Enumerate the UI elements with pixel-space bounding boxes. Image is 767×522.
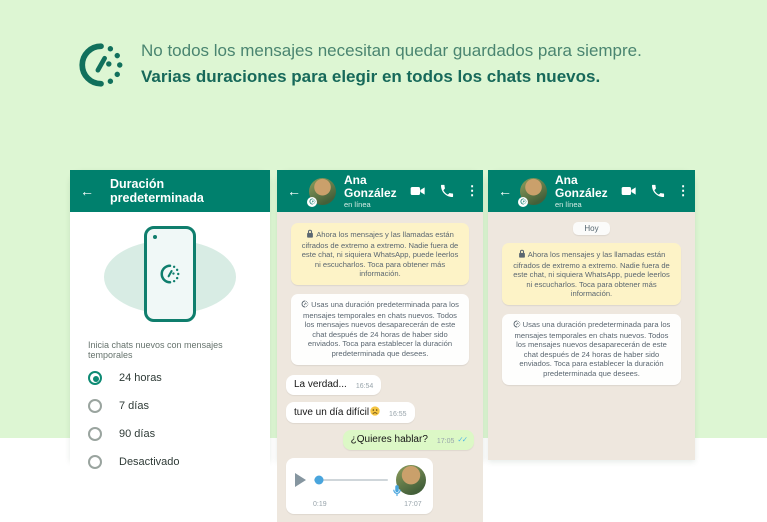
option-label: 24 horas <box>119 372 162 384</box>
encryption-notice-text: Ahora los mensajes y las llamadas están cifrados de extremo a extremo. Nadie fuera de este chat, ni siquiera WhatsApp, puede leerlos ni escucharlos. Toca para obtener más información. <box>301 230 459 279</box>
option-label: 7 días <box>119 400 149 412</box>
timer-icon <box>159 263 181 285</box>
message-text: ¿Quieres hablar? <box>350 433 428 445</box>
chat-screen-with-messages <box>277 170 483 508</box>
radio-selected-icon[interactable] <box>88 371 102 385</box>
radio-option-90-dias[interactable] <box>70 420 270 448</box>
back-icon[interactable]: ← <box>287 183 301 199</box>
sad-face-emoji <box>370 406 380 416</box>
timer-notice-text: Usas una duración predeterminada para los mensajes temporales en chats nuevos. Todos los mensajes nuevos desaparecerán de este chat después de 24 horas de haber sido enviados. Toca para establecer la duración predeterminada que desees. <box>303 299 459 358</box>
timer-notice[interactable] <box>291 294 470 365</box>
outgoing-message <box>343 430 474 450</box>
hero <box>76 38 642 90</box>
video-call-icon[interactable] <box>410 183 426 200</box>
play-icon[interactable] <box>295 473 306 487</box>
chat-header <box>277 170 483 212</box>
contact-name: Ana González <box>344 172 397 200</box>
voice-meta <box>293 501 426 508</box>
timer-icon <box>301 300 309 311</box>
lock-icon <box>306 229 314 241</box>
avatar-timer-badge <box>307 197 317 207</box>
lock-icon <box>518 249 526 261</box>
settings-header <box>70 170 270 212</box>
voice-call-icon[interactable] <box>650 183 666 200</box>
message-time: 17:05 <box>436 437 455 445</box>
voice-duration: 0:19 <box>313 500 327 508</box>
mic-icon <box>392 484 402 497</box>
kebab-menu-icon[interactable]: ⋮ <box>465 183 479 198</box>
hero-title: Varias duraciones para elegir en todos los chats nuevos. <box>141 67 601 86</box>
radio-icon[interactable] <box>88 399 102 413</box>
chat-screen-new <box>488 170 695 460</box>
kebab-menu-icon[interactable]: ⋮ <box>676 183 690 198</box>
message-text: tuve un día difícil <box>294 406 370 418</box>
voice-message <box>286 458 433 514</box>
voice-sender-avatar <box>396 465 426 495</box>
chat-body <box>488 212 695 460</box>
avatar-timer-badge <box>518 197 528 207</box>
phone-illustration <box>70 222 270 326</box>
radio-icon[interactable] <box>88 455 102 469</box>
incoming-message <box>286 402 415 423</box>
timer-notice-text: Usas una duración predeterminada para los mensajes temporales en chats nuevos. Todos los mensajes nuevos desaparecerán de este chat después de 24 horas de haber sido enviados. Toca para establecer la duración predeterminada que desees. <box>514 319 671 378</box>
option-label: Desactivado <box>119 456 180 468</box>
chat-body <box>277 212 483 522</box>
message-time: 16:55 <box>389 410 407 418</box>
message-time: 16:54 <box>355 382 374 390</box>
voice-progress-bar[interactable] <box>314 479 388 481</box>
option-label: 90 días <box>119 428 156 440</box>
disappearing-timer-icon <box>76 40 126 90</box>
settings-title: Duración predeterminada <box>110 177 204 205</box>
back-icon[interactable]: ← <box>80 183 94 199</box>
encryption-notice[interactable] <box>502 243 682 305</box>
contact-status: en línea <box>555 199 582 209</box>
timer-icon <box>513 320 521 331</box>
progress-knob[interactable] <box>315 475 324 484</box>
encryption-notice-text: Ahora los mensajes y las llamadas están cifrados de extremo a extremo. Nadie fuera de este chat, ni siquiera WhatsApp, puede leerlos ni escucharlos. Toca para obtener más información. <box>513 250 670 299</box>
radio-option-desactivado[interactable] <box>70 448 270 476</box>
date-separator: Hoy <box>573 222 609 235</box>
voice-time: 17:07 <box>404 500 422 508</box>
back-icon[interactable]: ← <box>498 183 512 199</box>
contact-info[interactable] <box>555 174 608 209</box>
video-call-icon[interactable] <box>621 183 637 200</box>
voice-call-icon[interactable] <box>439 183 455 200</box>
read-receipt-icon: ✓✓ <box>457 434 466 444</box>
message-text: La verdad... <box>294 378 347 390</box>
timer-notice[interactable] <box>502 314 682 385</box>
radio-icon[interactable] <box>88 427 102 441</box>
settings-screen <box>70 170 270 468</box>
radio-option-7-dias[interactable] <box>70 392 270 420</box>
contact-info[interactable] <box>344 174 397 209</box>
contact-avatar[interactable] <box>309 178 336 205</box>
settings-body <box>70 212 270 476</box>
hero-text <box>141 38 642 90</box>
chat-header <box>488 170 695 212</box>
contact-name: Ana González <box>555 172 608 200</box>
encryption-notice[interactable] <box>291 223 470 285</box>
incoming-message <box>286 375 381 395</box>
contact-status: en línea <box>344 199 371 209</box>
contact-avatar[interactable] <box>520 178 547 205</box>
mini-phone-graphic <box>144 226 196 322</box>
hero-subtitle: No todos los mensajes necesitan quedar guardados para siempre. <box>141 41 642 60</box>
settings-section-label: Inicia chats nuevos con mensajes temporales <box>88 340 223 360</box>
camera-dot-icon <box>153 235 157 239</box>
radio-option-24-horas[interactable] <box>70 364 270 392</box>
